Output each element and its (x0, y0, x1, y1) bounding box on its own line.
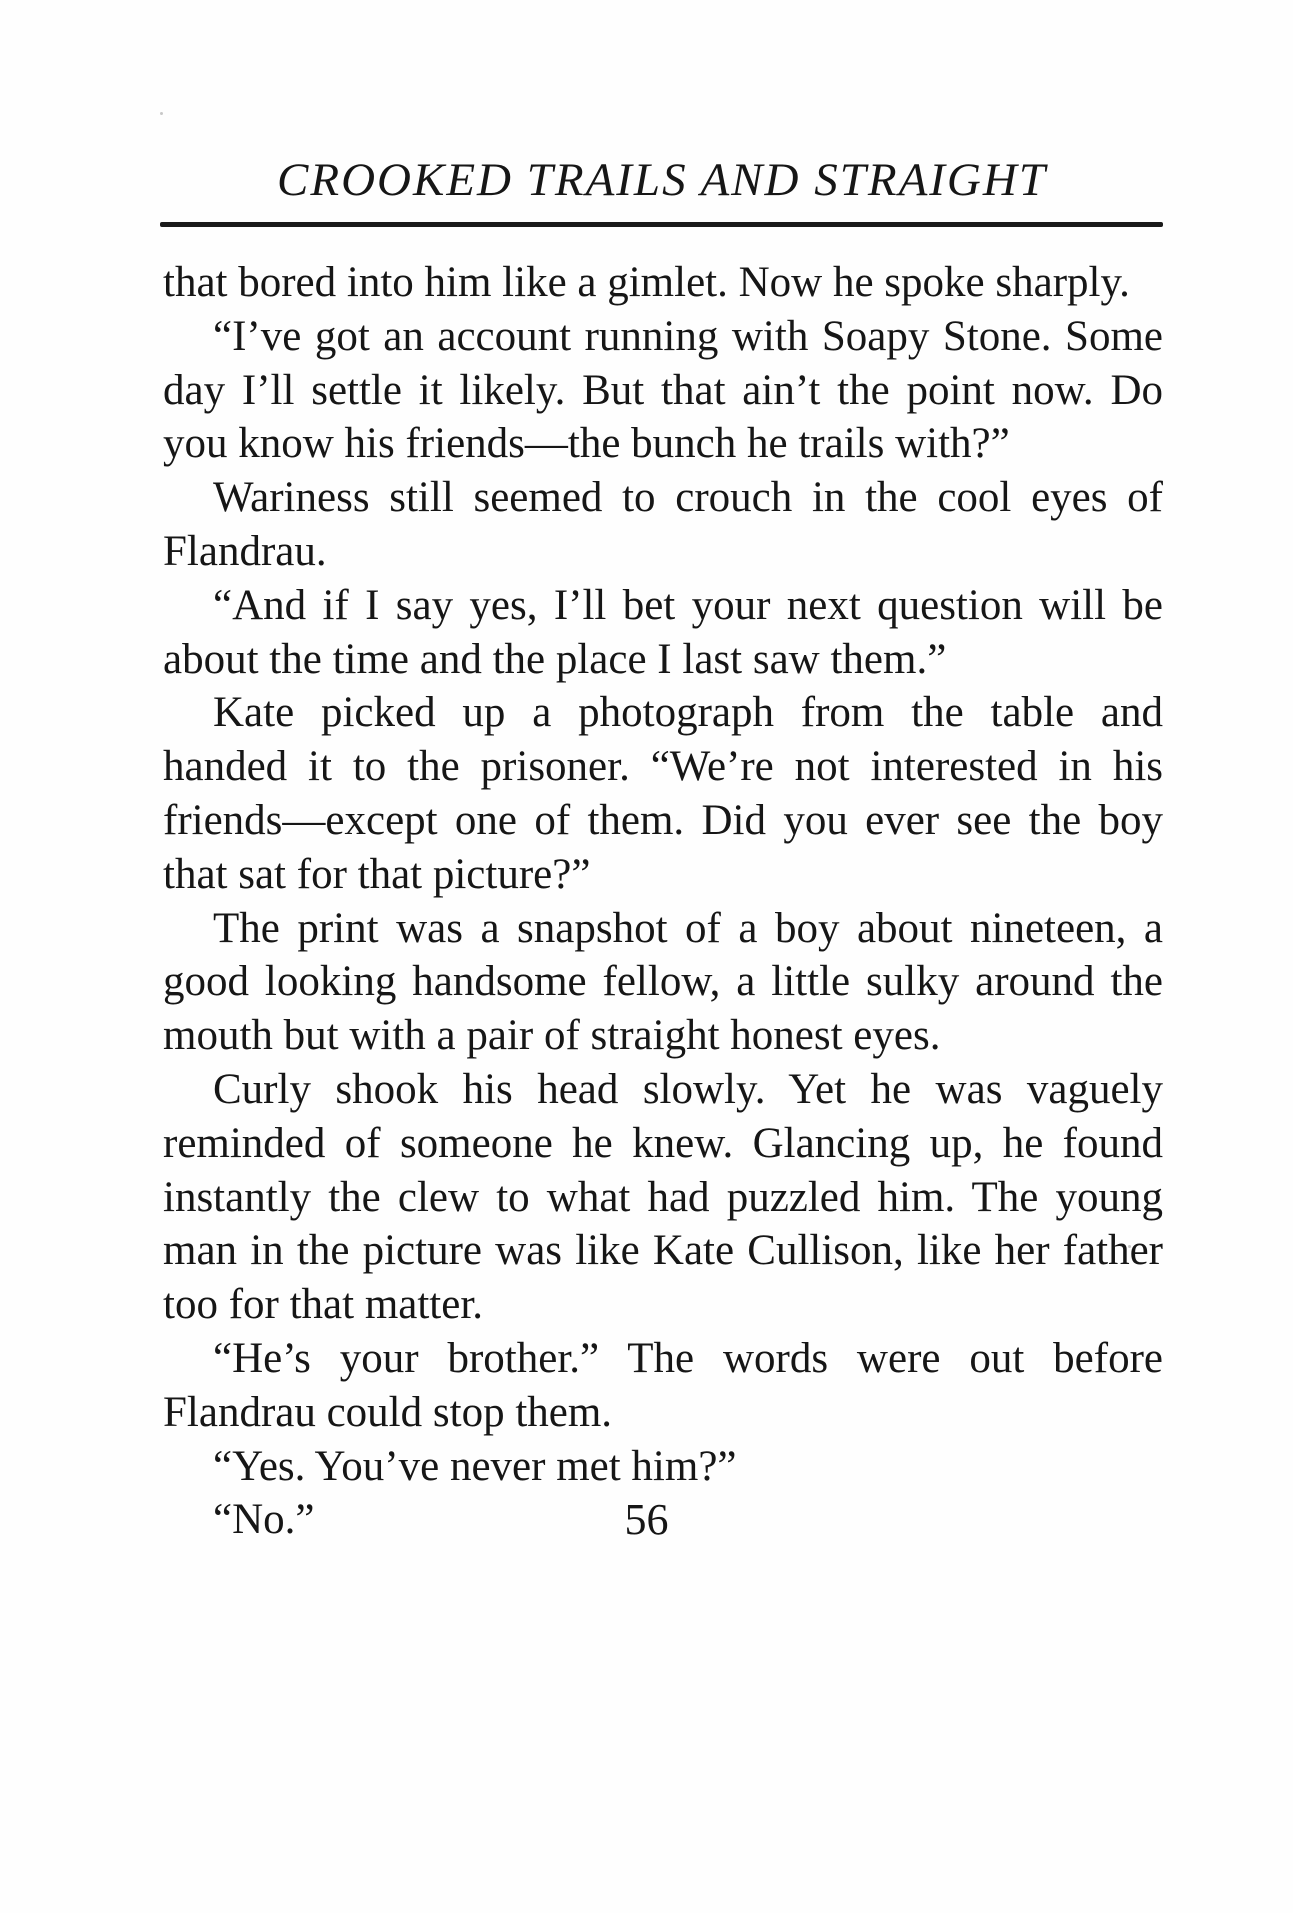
body-text (163, 256, 1163, 1547)
paragraph: “And if I say yes, I’ll bet your next question will be about the time and the place I last saw them.” (163, 581, 1163, 683)
paragraph: Kate picked up a photograph from the table and handed it to the prisoner. “We’re not interested in his friends—except one of them. Did you ever see the boy that sat for that picture?” (163, 689, 1163, 898)
paragraph: Wariness still seemed to crouch in the cool eyes of Flandrau. (163, 474, 1163, 575)
running-head: CROOKED TRAILS AND STRAIGHT (277, 154, 1047, 206)
paragraph: that bored into him like a gimlet. Now he spoke sharply. (163, 259, 1130, 306)
page-number: 56 (624, 1495, 669, 1544)
paragraph: “No.” (213, 1496, 315, 1544)
paragraph: Curly shook his head slowly. Yet he was vaguely reminded of someone he knew. Glancing up, he found instantly the clew to what had puzzled him. The young man in the picture was like Kate Cullison, like her father too for that matter. (163, 1065, 1163, 1329)
paragraph: The print was a snapshot of a boy about nineteen, a good looking handsome fellow, a little sulky around the mouth but with a pair of straight honest eyes. (163, 904, 1163, 1060)
paragraph: “He’s your brother.” The words were out before Flandrau could stop them. (163, 1334, 1163, 1436)
paragraph: “Yes. You’ve never met him?” (213, 1442, 737, 1490)
header-rule (160, 222, 1163, 227)
paragraph: “I’ve got an account running with Soapy Stone. Some day I’ll settle it likely. But that ain’t the point now. Do you know his friends—the bunch he trails with?” (163, 312, 1163, 468)
paper-speck (160, 112, 163, 115)
